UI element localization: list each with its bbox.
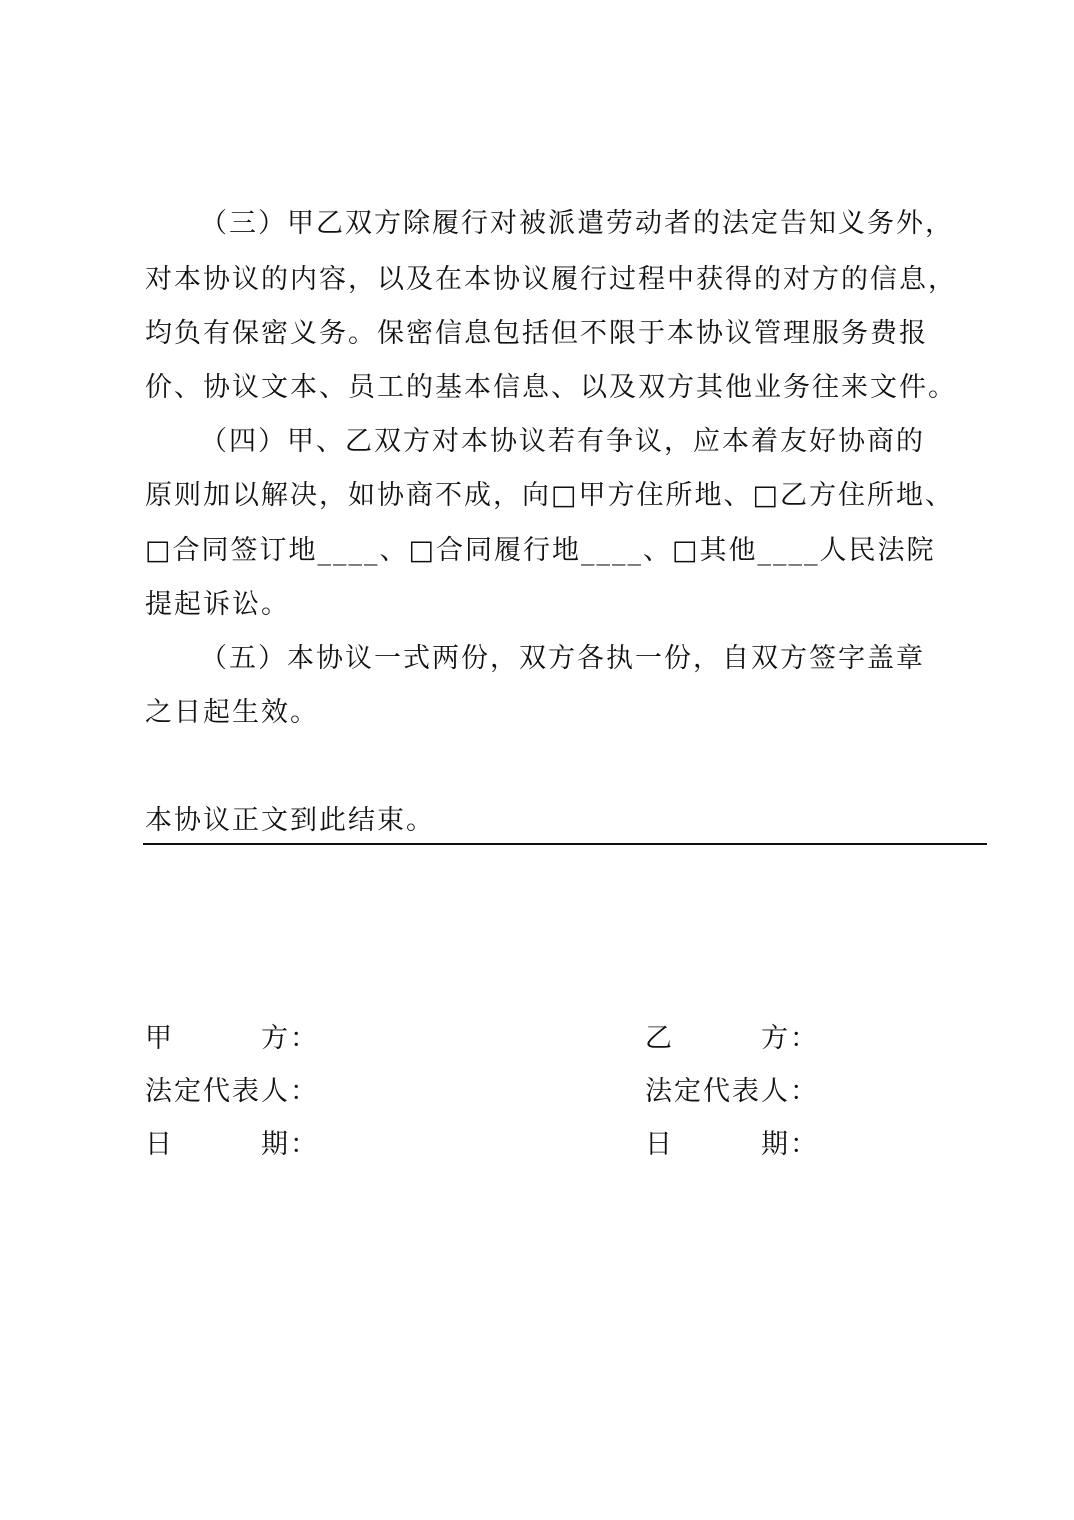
party-b-rep-label: 法定代表人： bbox=[645, 1076, 819, 1107]
clause-3-line-3: 均负有保密义务。保密信息包括但不限于本协议管理服务费报 bbox=[145, 318, 928, 349]
party-a-rep-label: 法定代表人： bbox=[145, 1076, 319, 1107]
clause-5-line-1: （五）本协议一式两份，双方各执一份，自双方签字盖章 bbox=[200, 643, 925, 674]
clause-4-line-4: 提起诉讼。 bbox=[145, 589, 290, 620]
clause-3-line-1: （三）甲乙双方除履行对被派遣劳动者的法定告知义务外， bbox=[200, 208, 954, 239]
party-b-date-label: 日 期： bbox=[645, 1129, 819, 1160]
party-b-label: 乙 方： bbox=[645, 1023, 819, 1054]
party-a-label: 甲 方： bbox=[145, 1023, 319, 1054]
clause-4-line-1: （四）甲、乙双方对本协议若有争议，应本着友好协商的 bbox=[200, 426, 925, 457]
clause-4-line-2: 原则加以解决，如协商不成，向□甲方住所地、□乙方住所地、 bbox=[145, 480, 955, 511]
clause-3-line-2: 对本协议的内容，以及在本协议履行过程中获得的对方的信息， bbox=[145, 264, 957, 295]
party-a-date-label: 日 期： bbox=[145, 1129, 319, 1160]
clause-4-line-3: □合同签订地____、□合同履行地____、□其他____人民法院 bbox=[145, 535, 936, 566]
end-note: 本协议正文到此结束。 bbox=[145, 805, 435, 836]
clause-5-line-2: 之日起生效。 bbox=[145, 697, 319, 728]
end-divider bbox=[143, 843, 987, 845]
clause-3-line-4: 价、协议文本、员工的基本信息、以及双方其他业务往来文件。 bbox=[145, 372, 957, 403]
